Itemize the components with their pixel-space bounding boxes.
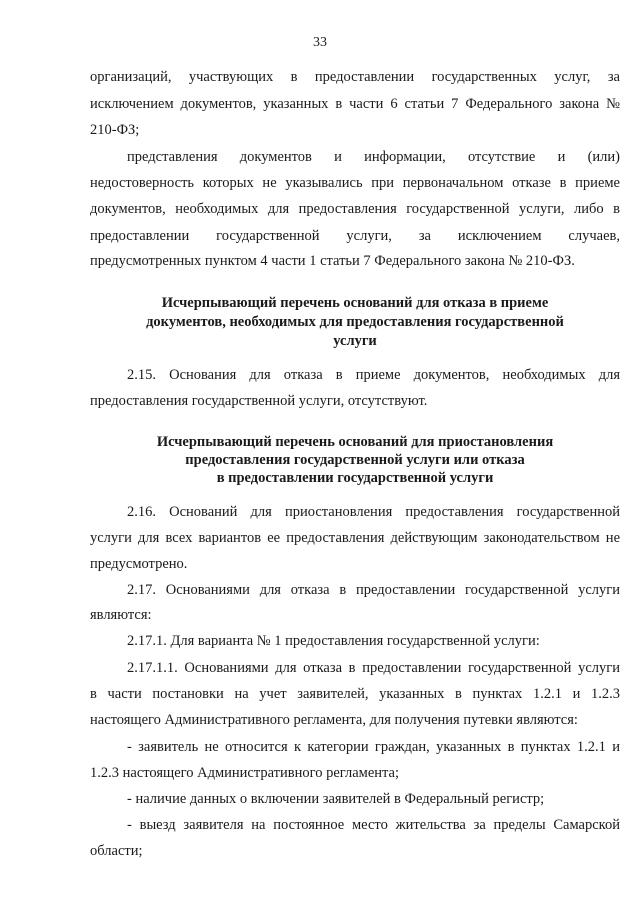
text-line: документов, необходимых для предоставления государственной услуги, либо в: [90, 201, 620, 217]
text-line: - заявитель не относится к категории граждан, указанных в пунктах 1.2.1 и: [127, 739, 620, 755]
text-line: 2.17.1.1. Основаниями для отказа в предоставлении государственной услуги: [127, 660, 620, 676]
text-line: в части постановки на учет заявителей, указанных в пунктах 1.2.1 и 1.2.3: [90, 686, 620, 702]
text-line: организаций, участвующих в предоставлении государственных услуг, за: [90, 69, 620, 85]
text-line: 1.2.3 настоящего Административного регламента;: [90, 765, 400, 781]
text-line: недостоверность которых не указывались при первоначальном отказе в приеме: [90, 175, 620, 191]
heading-line: Исчерпывающий перечень оснований для отказа в приеме: [161, 295, 549, 311]
text-line: 2.17.1. Для варианта № 1 предоставления государственной услуги:: [127, 633, 540, 649]
page-number: 33: [313, 35, 327, 50]
text-line: 2.17. Основаниями для отказа в предоставлении государственной услуги: [127, 582, 620, 598]
text-line: 2.16. Оснований для приостановления предоставления государственной: [127, 504, 620, 520]
text-line: предусмотренных пунктом 4 части 1 статьи 7 Федерального закона № 210-ФЗ.: [90, 253, 575, 269]
text-line: - выезд заявителя на постоянное место жительства за пределы Самарской: [127, 817, 620, 833]
heading-line: предоставления государственной услуги или отказа: [185, 452, 525, 468]
text-line: - наличие данных о включении заявителей в Федеральный регистр;: [127, 791, 545, 807]
text-line: предусмотрено.: [90, 556, 188, 572]
heading-line: Исчерпывающий перечень оснований для приостановления: [156, 434, 554, 450]
text-line: представления документов и информации, отсутствие и (или): [127, 149, 620, 165]
text-line: исключением документов, указанных в части 6 статьи 7 Федерального закона №: [90, 96, 620, 112]
text-line: предоставления государственной услуги, отсутствуют.: [90, 393, 428, 409]
heading-line: услуги: [333, 333, 377, 349]
heading-line: в предоставлении государственной услуги: [216, 470, 494, 486]
text-line: 2.15. Основания для отказа в приеме документов, необходимых для: [127, 367, 620, 383]
text-line: области;: [90, 843, 143, 859]
text-line: услуги для всех вариантов ее предоставления действующим законодательством не: [90, 530, 620, 546]
text-line: являются:: [90, 607, 152, 623]
text-line: 210-ФЗ;: [90, 122, 140, 138]
heading-line: документов, необходимых для предоставления государственной: [146, 314, 564, 330]
text-line: предоставлении государственной услуги, за исключением случаев,: [90, 228, 620, 244]
text-line: настоящего Административного регламента, для получения путевки являются:: [90, 712, 578, 728]
